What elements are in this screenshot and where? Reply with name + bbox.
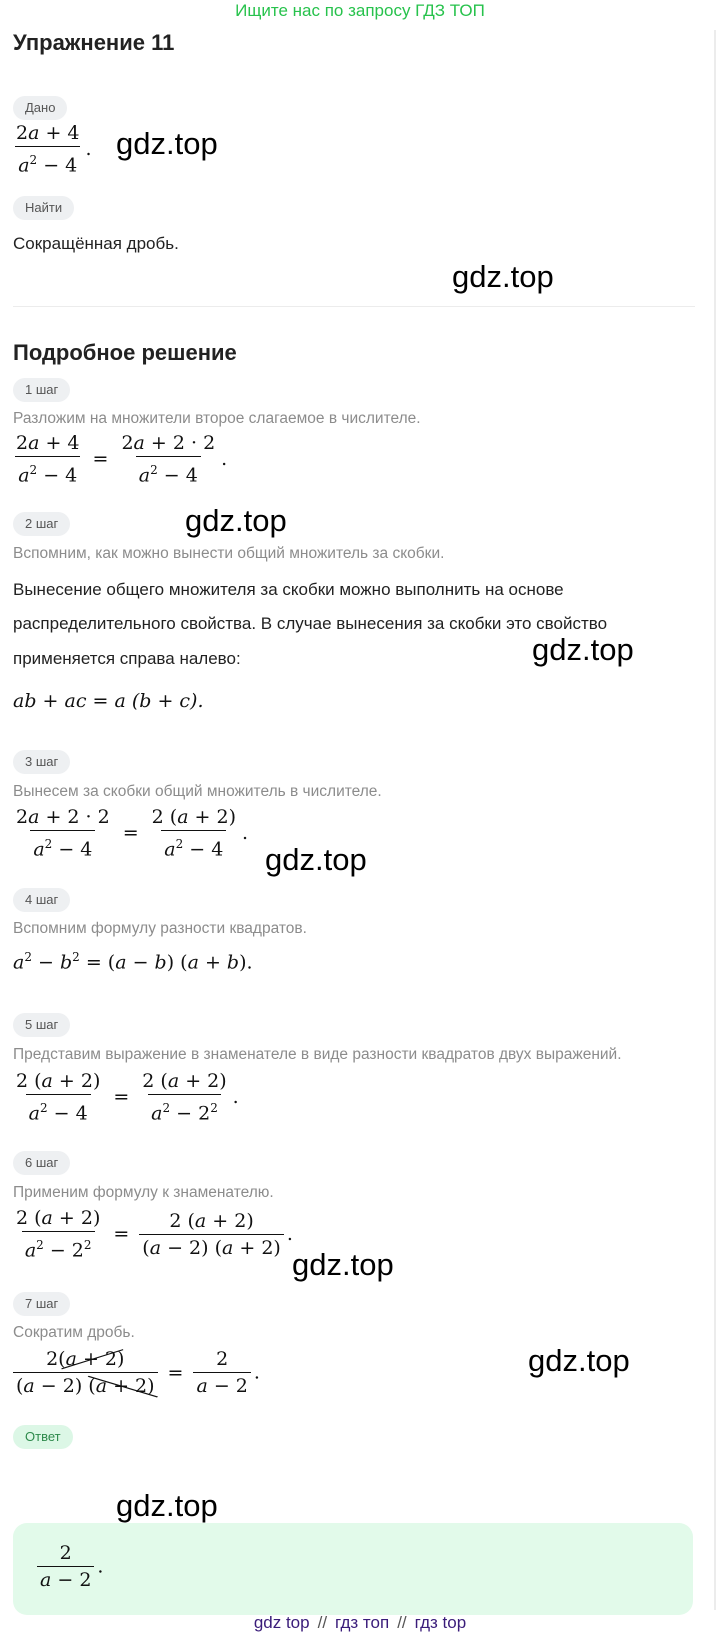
step-hint: Представим выражение в знаменателе в виде разности квадратов двух выражений. (13, 1046, 622, 1063)
step-2-paragraph-line: Вынесение общего множителя за скобки можно выполнить на основе (13, 580, 564, 599)
step-label: 5 шаг (13, 1013, 70, 1037)
answer-label-chip (13, 1425, 73, 1449)
given-label: Дано (13, 96, 67, 120)
step-chip (13, 1151, 70, 1175)
answer-expression: $\frac{2}{a - 2}$ . (34, 1542, 103, 1591)
watermark: gdz.top (292, 1247, 394, 1282)
section-divider (13, 306, 695, 307)
given-expression: $\frac{2a + 4}{a^2 - 4}$ . (16, 122, 92, 177)
step-chip (13, 750, 70, 774)
step-chip (13, 1013, 70, 1037)
step-label: 1 шаг (13, 378, 70, 402)
find-text: Сокращённая дробь. (13, 234, 179, 253)
step-chip (13, 888, 70, 912)
find-label: Найти (13, 196, 74, 220)
watermark: gdz.top (116, 1488, 218, 1523)
solution-title: Подробное решение (13, 340, 237, 365)
step-hint: Вспомним, как можно вынести общий множитель за скобки. (13, 545, 445, 562)
step-5-formula: $\frac{2 (a + 2)}{a^2 - 4}$ = $\frac{2 (a + 2)}{a^2 - 2^2}$ . (16, 1070, 239, 1125)
footer-link[interactable]: gdz top (253, 1613, 310, 1632)
watermark: gdz.top (528, 1343, 630, 1378)
step-chip (13, 378, 70, 402)
footer-link[interactable]: гдз top (414, 1613, 467, 1632)
step-7-formula: $\frac{2(a + 2)}{(a - 2) (a + 2)}$ = $\frac{2}{a - 2}$ . (10, 1348, 260, 1397)
footer-separator: // (397, 1613, 407, 1632)
watermark: gdz.top (532, 632, 634, 667)
watermark: gdz.top (116, 126, 218, 161)
watermark: gdz.top (185, 503, 287, 538)
difference-of-squares-formula: $a^2 - b^2 = (a - b) (a + b)$. (13, 950, 253, 974)
step-chip (13, 512, 70, 536)
scroll-track (714, 30, 716, 1610)
distributive-formula: ab + ac = a (b + c). (13, 690, 204, 712)
watermark: gdz.top (265, 842, 367, 877)
step-label: 2 шаг (13, 512, 70, 536)
given-label-chip (13, 96, 67, 120)
step-label: 6 шаг (13, 1151, 70, 1175)
answer-box (13, 1523, 693, 1615)
step-chip (13, 1292, 70, 1316)
step-hint: Применим формулу к знаменателю. (13, 1184, 274, 1201)
footer-link[interactable]: гдз топ (335, 1613, 390, 1632)
watermark: gdz.top (452, 259, 554, 294)
step-hint: Разложим на множители второе слагаемое в числителе. (13, 410, 421, 427)
exercise-title: Упражнение 11 (13, 30, 175, 55)
footer-links (0, 1613, 720, 1633)
step-2-paragraph-line: применяется справа налево: (13, 649, 241, 668)
step-6-formula: $\frac{2 (a + 2)}{a^2 - 2^2}$ = $\frac{2 (a + 2)}{(a - 2) (a + 2)}$ . (16, 1207, 293, 1262)
answer-label: Ответ (13, 1425, 73, 1449)
step-2-paragraph-line: распределительного свойства. В случае вынесения за скобки это свойство (13, 614, 608, 633)
find-label-chip (13, 196, 74, 220)
footer-separator: // (317, 1613, 328, 1632)
step-1-formula: $\frac{2a + 4}{a^2 - 4}$ = $\frac{2a + 2 \cdot 2}{a^2 - 4}$ . (16, 432, 228, 487)
answer-numerator: 2 (59, 1542, 72, 1564)
step-hint: Вспомним формулу разности квадратов. (13, 920, 307, 937)
step-hint: Вынесем за скобки общий множитель в числителе. (13, 783, 382, 800)
promo-banner[interactable]: Ищите нас по запросу ГДЗ ТОП (235, 1, 485, 20)
step-3-formula: $\frac{2a + 2 \cdot 2}{a^2 - 4}$ = $\frac{2 (a + 2)}{a^2 - 4}$ . (16, 806, 249, 861)
step-label: 3 шаг (13, 750, 70, 774)
step-hint: Сократим дробь. (13, 1324, 135, 1341)
step-label: 7 шаг (13, 1292, 70, 1316)
step-label: 4 шаг (13, 888, 70, 912)
